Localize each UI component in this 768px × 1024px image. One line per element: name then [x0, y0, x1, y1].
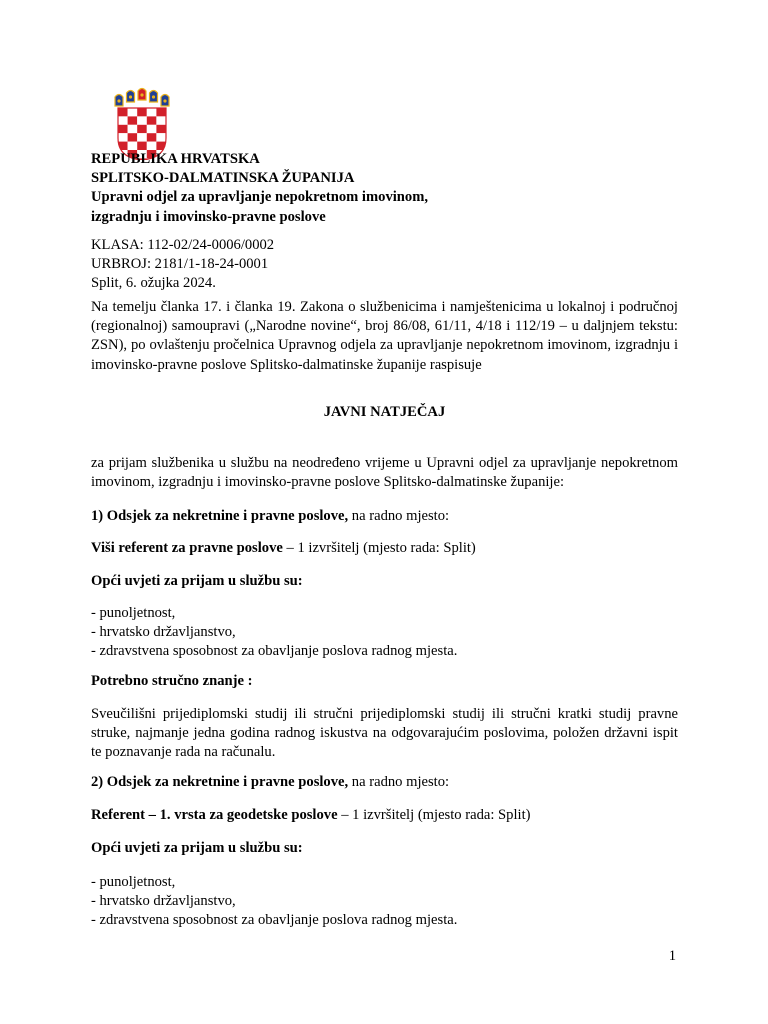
section1-conditions-list	[91, 604, 678, 662]
croatian-coat-of-arms-icon	[111, 84, 173, 160]
header-block	[91, 150, 678, 227]
header-department-line2: izgradnju i imovinsko-pravne poslove	[91, 208, 326, 225]
list-item: - zdravstvena sposobnost za obavljanje poslova radnog mjesta.	[91, 912, 458, 929]
section1-knowledge-text: Sveučilišni prijediplomski studij ili stručni prijediplomski studij ili stručni kratki studij pravne struke, najmanje jedna godina radnog iskustva na odgovarajućim poslovima, položen državni ispit te poznavanje rada na računalu.	[91, 706, 678, 761]
meta-block	[91, 236, 678, 294]
section1-position-detail: – 1 izvršitelj (mjesto rada: Split)	[282, 540, 476, 556]
header-county: SPLITSKO-DALMATINSKA ŽUPANIJA	[91, 170, 355, 187]
document-date: Split, 6. ožujka 2024.	[91, 275, 216, 292]
section1-heading-bold: 1) Odsjek za nekretnine i pravne poslove,	[91, 508, 349, 524]
section2-heading-bold: 2) Odsjek za nekretnine i pravne poslove,	[91, 774, 349, 790]
section1-position-title: Viši referent za pravne poslove	[91, 540, 283, 556]
section2-conditions-heading: Opći uvjeti za prijam u službu su:	[91, 840, 303, 856]
urbroj: URBROJ: 2181/1-18-24-0001	[91, 256, 269, 273]
header-department-line1: Upravni odjel za upravljanje nepokretnom imovinom,	[91, 189, 429, 206]
page-number: 1	[668, 948, 676, 964]
subtitle-paragraph: za prijam službenika u službu na neodređeno vrijeme u Upravni odjel za upravljanje nepokretnom imovinom, izgradnju i imovinsko-pravne poslove Splitsko-dalmatinske županije:	[91, 455, 678, 491]
list-item: - hrvatsko državljanstvo,	[91, 893, 236, 910]
section1-heading-rest: na radno mjesto:	[348, 508, 450, 524]
section1-knowledge-heading: Potrebno stručno znanje :	[91, 673, 253, 689]
section2-conditions-list	[91, 873, 678, 931]
section2-position-detail: – 1 izvršitelj (mjesto rada: Split)	[337, 807, 531, 823]
klasa: KLASA: 112-02/24-0006/0002	[91, 237, 275, 253]
list-item: - hrvatsko državljanstvo,	[91, 624, 236, 641]
list-item: - zdravstvena sposobnost za obavljanje poslova radnog mjesta.	[91, 643, 458, 660]
section2-heading-rest: na radno mjesto:	[348, 774, 450, 790]
list-item: - punoljetnost,	[91, 605, 176, 621]
section1-conditions-heading: Opći uvjeti za prijam u službu su:	[91, 573, 303, 589]
list-item: - punoljetnost,	[91, 874, 176, 890]
section2-heading	[91, 773, 678, 792]
section1-heading	[91, 507, 678, 526]
section2-position-title: Referent – 1. vrsta za geodetske poslove	[91, 807, 338, 823]
header-country: REPUBLIKA HRVATSKA	[91, 151, 260, 167]
intro-paragraph: Na temelju članka 17. i članka 19. Zakona o službenicima i namještenicima u lokalnoj i područnoj (regionalnoj) samoupravi („Narodne novine“, broj 86/08, 61/11, 4/18 i 112/19 – u daljnjem tekstu: ZSN), po ovlaštenju pročelnica Upravnog odjela za upravljanje nepokretnom imovinom, izgradnju i imovinsko-pravne poslove Splitsko-dalmatinske županije raspisuje	[91, 299, 678, 373]
section2-position	[91, 806, 678, 825]
section1-position	[91, 539, 678, 558]
document-title: JAVNI NATJEČAJ	[323, 404, 446, 420]
